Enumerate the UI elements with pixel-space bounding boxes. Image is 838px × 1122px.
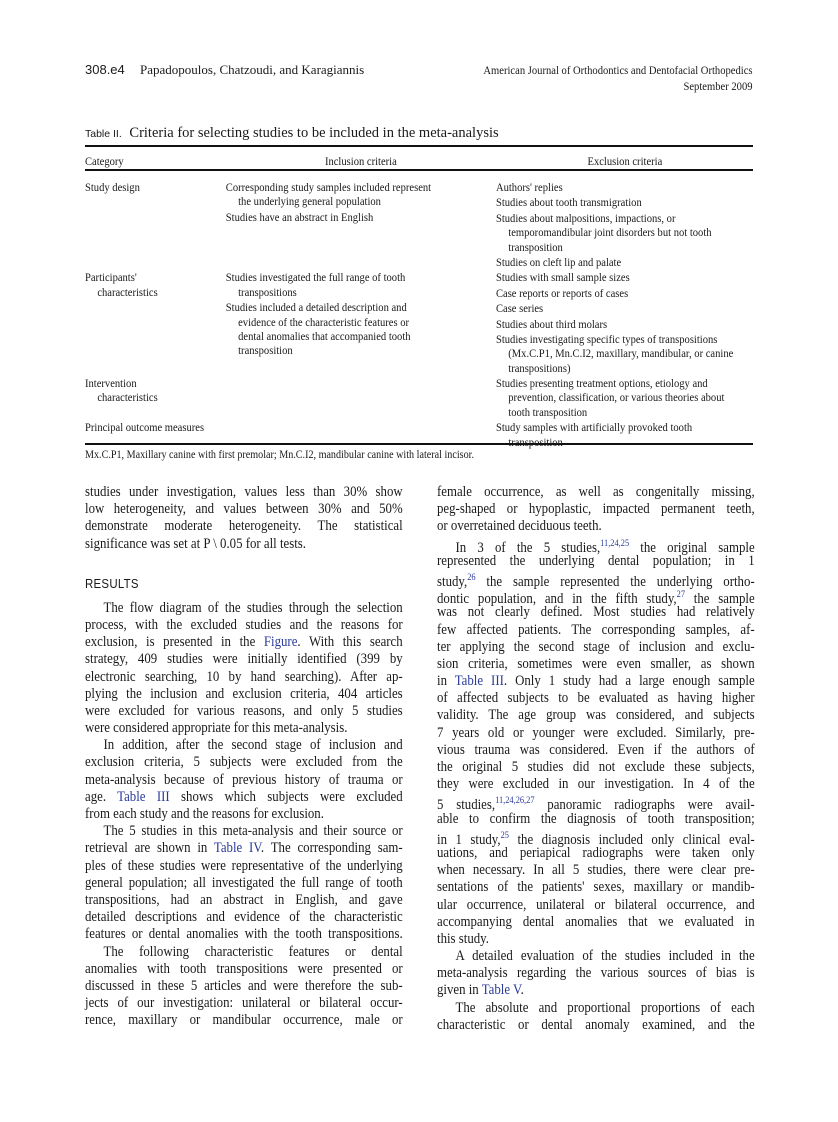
criterion-line: dental anomalies that accompanied tooth bbox=[238, 328, 411, 343]
text-line bbox=[437, 759, 755, 776]
criterion-line: transposition bbox=[508, 434, 563, 449]
text-line bbox=[437, 776, 755, 793]
criterion-line: Study samples with artificially provoked tooth bbox=[495, 420, 693, 435]
page-number: 308.e4 bbox=[85, 62, 125, 77]
text-line bbox=[437, 690, 755, 707]
criterion-line: Corresponding study samples included represent bbox=[225, 180, 432, 194]
citation-superscript[interactable]: 11,24,25 bbox=[600, 538, 630, 549]
text-line bbox=[85, 858, 403, 875]
text-segment: 7 years old or younger were excluded. Similarly, pre- bbox=[437, 724, 755, 741]
text-segment: retrieval are shown in bbox=[85, 840, 214, 857]
column-header-category: Category bbox=[85, 154, 124, 168]
text-segment: female occurrence, as well as congenitally missing, bbox=[437, 484, 755, 500]
text-line bbox=[437, 914, 755, 931]
criterion-line: characteristics bbox=[97, 390, 158, 405]
text-segment: the original sample bbox=[629, 539, 755, 556]
text-segment: electronic searching, 10 by hand searching). After ap- bbox=[85, 668, 403, 685]
text-segment: In addition, after the second stage of inclusion and bbox=[103, 737, 403, 754]
text-segment: accompanying dental anomalies that we evaluated in bbox=[437, 913, 755, 930]
text-segment: general population; all investigated the full range of tooth bbox=[85, 874, 403, 891]
text-segment: uations, and periapical radiographs were taken only bbox=[437, 844, 755, 861]
paragraph bbox=[85, 484, 403, 553]
text-segment: plying the inclusion and exclusion criteria, 404 articles bbox=[85, 685, 403, 702]
cross-reference-link[interactable]: Figure bbox=[263, 634, 298, 651]
paragraph bbox=[85, 823, 403, 943]
criterion-item bbox=[496, 270, 754, 284]
text-segment: few affected patients. The corresponding samples, af- bbox=[437, 621, 755, 638]
criterion-item bbox=[496, 180, 754, 194]
text-line bbox=[437, 1017, 755, 1034]
criterion-item bbox=[496, 420, 754, 449]
category-cell bbox=[85, 376, 226, 420]
table-row bbox=[85, 270, 754, 376]
criterion-item bbox=[496, 211, 754, 254]
text-segment: ter applying the second stage of inclusion and exclu- bbox=[437, 638, 755, 655]
exclusion-cell bbox=[496, 376, 754, 420]
criterion-line: Studies included a detailed description and bbox=[225, 300, 407, 315]
text-segment: was not clearly defined. Most studies had relatively bbox=[437, 604, 755, 621]
text-segment: in bbox=[437, 673, 455, 690]
criterion-line: Studies about tooth transmigration bbox=[495, 195, 642, 210]
text-line bbox=[85, 1012, 403, 1029]
criterion-line: Participants' bbox=[85, 270, 137, 285]
criterion-item bbox=[226, 180, 496, 209]
text-segment: panoramic radiographs were avail- bbox=[534, 797, 755, 814]
issue-date: September 2009 bbox=[683, 81, 753, 93]
citation-superscript[interactable]: 25 bbox=[500, 830, 509, 841]
criterion-item bbox=[496, 332, 754, 375]
citation-superscript[interactable]: 11,24,26,27 bbox=[495, 796, 535, 807]
text-segment: vious trauma was considered. Even if the authors of bbox=[437, 741, 755, 758]
criterion-line: Intervention bbox=[85, 376, 137, 391]
inclusion-cell bbox=[226, 420, 496, 450]
criterion-line: characteristics bbox=[97, 284, 158, 299]
criterion-line: temporomandibular joint disorders but not tooth bbox=[508, 225, 712, 240]
text-segment: given in bbox=[437, 982, 482, 999]
criterion-line: Studies investigating specific types of transpositions bbox=[495, 331, 718, 346]
text-segment: In 3 of the 5 studies, bbox=[455, 539, 601, 556]
table-label: Table II. bbox=[85, 128, 122, 140]
text-line bbox=[437, 879, 755, 896]
criterion-line: prevention, classification, or various theories about bbox=[508, 390, 725, 405]
text-segment: they were excluded in our investigation. In 4 of the bbox=[437, 776, 755, 793]
text-line bbox=[85, 600, 403, 617]
text-segment: The 5 studies in this meta-analysis and their source or bbox=[103, 823, 403, 840]
criterion-line: Studies investigated the full range of tooth bbox=[225, 270, 406, 285]
text-line bbox=[437, 656, 755, 673]
text-segment: ular occurrence, unilateral or bilateral occurrence, and bbox=[437, 896, 755, 913]
inclusion-cell bbox=[226, 376, 496, 420]
exclusion-cell bbox=[496, 180, 754, 270]
text-line bbox=[85, 875, 403, 892]
text-segment: . With this search bbox=[297, 634, 403, 651]
text-line bbox=[85, 720, 403, 737]
text-segment: low heterogeneity, and values between 30% and 50% bbox=[85, 501, 403, 518]
text-segment: dontic population, and in the fifth study, bbox=[437, 591, 677, 608]
text-line bbox=[437, 845, 755, 862]
paragraph bbox=[437, 948, 755, 1000]
text-segment: meta-analysis because of previous history of trauma or bbox=[85, 771, 403, 788]
text-line bbox=[85, 978, 403, 995]
criterion-item bbox=[226, 270, 496, 299]
text-segment: represented the underlying dental population; in 1 bbox=[437, 552, 755, 569]
text-segment: in 1 study, bbox=[437, 831, 501, 848]
text-segment: able to confirm the diagnosis of tooth transposition; bbox=[437, 810, 755, 827]
table-header-row bbox=[85, 153, 754, 172]
criterion-line: Studies have an abstract in English bbox=[225, 209, 374, 224]
criterion-item bbox=[496, 376, 754, 419]
text-line bbox=[85, 686, 403, 703]
paragraph bbox=[85, 737, 403, 823]
inclusion-cell bbox=[226, 180, 496, 270]
table-top-rule bbox=[85, 145, 753, 147]
text-line bbox=[85, 926, 403, 943]
text-segment: The flow diagram of the studies through the selection bbox=[103, 599, 403, 616]
text-line bbox=[437, 518, 755, 535]
text-segment: demonstrate moderate heterogeneity. The statistical bbox=[85, 518, 403, 535]
criterion-item bbox=[496, 195, 754, 209]
text-segment: the diagnosis included only clinical eval- bbox=[508, 831, 755, 848]
table-row bbox=[85, 180, 754, 270]
criterion-line: Studies about third molars bbox=[495, 316, 608, 331]
text-segment: the sample represented the underlying ortho- bbox=[475, 573, 755, 590]
left-text-column bbox=[85, 484, 403, 1029]
category-cell bbox=[85, 180, 226, 270]
criterion-line: (Mx.C.P1, Mn.C.I2, maxillary, mandibular, or canine bbox=[508, 346, 734, 361]
text-line bbox=[437, 931, 755, 948]
running-header-left bbox=[85, 62, 364, 78]
criterion-line: Studies on cleft lip and palate bbox=[495, 254, 622, 269]
text-line bbox=[437, 828, 755, 848]
text-segment: study, bbox=[437, 573, 468, 590]
text-segment: transpositions, had an abstract in English, and gave bbox=[85, 891, 403, 908]
text-line bbox=[437, 484, 755, 501]
category-cell bbox=[85, 420, 226, 450]
exclusion-cell bbox=[496, 270, 754, 376]
text-segment: ples of these studies were representative of the underlying bbox=[85, 857, 403, 874]
criterion-line: Studies presenting treatment options, etiology and bbox=[495, 376, 708, 391]
paragraph bbox=[437, 1000, 755, 1034]
table-row bbox=[85, 376, 754, 420]
text-segment: or overretained deciduous teeth. bbox=[437, 518, 602, 535]
text-line bbox=[437, 553, 755, 570]
paragraph bbox=[85, 600, 403, 738]
criterion-line: transpositions) bbox=[508, 360, 571, 375]
text-segment: features or dental anomalies with the tooth transpositions. bbox=[85, 926, 403, 943]
text-line bbox=[85, 789, 403, 806]
text-line bbox=[85, 823, 403, 840]
text-line bbox=[437, 501, 755, 518]
criterion-item bbox=[496, 317, 754, 331]
text-line bbox=[437, 707, 755, 724]
criterion-line: Studies with small sample sizes bbox=[495, 270, 630, 285]
table-caption bbox=[85, 125, 499, 142]
criterion-line: the underlying general population bbox=[238, 194, 381, 209]
text-line bbox=[437, 725, 755, 742]
text-line bbox=[85, 737, 403, 754]
text-line bbox=[437, 1000, 755, 1017]
criterion-line: Study design bbox=[85, 180, 140, 194]
text-segment: this study. bbox=[437, 930, 489, 947]
text-segment: were excluded for various reasons, and only 5 studies bbox=[85, 702, 403, 719]
criteria-table bbox=[85, 153, 754, 450]
text-line bbox=[85, 651, 403, 668]
text-segment: exclusion criteria, 5 subjects were excluded from the bbox=[85, 754, 403, 771]
table-row bbox=[85, 420, 754, 450]
right-text-column bbox=[437, 484, 755, 1034]
criterion-line: Authors' replies bbox=[495, 180, 563, 194]
text-segment: jects of our investigation: unilateral or bilateral occur- bbox=[85, 995, 403, 1012]
table-footnote: Mx.C.P1, Maxillary canine with first premolar; Mn.C.I2, mandibular canine with lateral incisor. bbox=[85, 449, 474, 461]
text-segment: discussed in these 5 articles and were therefore the sub- bbox=[85, 977, 403, 994]
text-segment: . Only 1 study had a large enough sample bbox=[503, 673, 755, 690]
text-segment: detailed descriptions and evidence of the characteristic bbox=[85, 909, 403, 926]
text-line bbox=[437, 897, 755, 914]
text-segment: of affected subjects to be evaluated as having higher bbox=[437, 690, 755, 707]
citation-superscript[interactable]: 27 bbox=[676, 590, 685, 601]
criterion-item bbox=[496, 286, 754, 300]
text-segment: studies under investigation, values less than 30% show bbox=[85, 484, 403, 500]
criterion-line: transposition bbox=[238, 343, 293, 358]
paragraph bbox=[437, 484, 755, 536]
section-heading: RESULTS bbox=[85, 575, 139, 591]
cross-reference-link[interactable]: Table IV bbox=[213, 840, 261, 857]
text-segment: were considered appropriate for this meta-analysis. bbox=[85, 720, 348, 737]
cross-reference-link[interactable]: Table III bbox=[117, 788, 170, 805]
text-line bbox=[437, 862, 755, 879]
text-line bbox=[437, 587, 755, 608]
citation-superscript[interactable]: 26 bbox=[467, 572, 476, 583]
column-header-inclusion: Inclusion criteria bbox=[324, 154, 397, 168]
text-segment: age. bbox=[85, 788, 118, 805]
text-line bbox=[437, 793, 755, 814]
text-segment: sentations of the patients' sexes, maxillary or mandib- bbox=[437, 879, 755, 896]
text-segment: validity. The age group was considered, and subjects bbox=[437, 707, 755, 724]
running-authors: Papadopoulos, Chatzoudi, and Karagiannis bbox=[140, 62, 365, 77]
text-segment: A detailed evaluation of the studies included in the bbox=[455, 948, 755, 965]
text-segment: meta-analysis regarding the various sources of bias is bbox=[437, 965, 755, 982]
text-line bbox=[85, 772, 403, 789]
inclusion-cell bbox=[226, 270, 496, 376]
criterion-item bbox=[85, 270, 226, 299]
paragraph bbox=[437, 536, 755, 949]
journal-name: American Journal of Orthodontics and Dentofacial Orthopedics bbox=[483, 65, 753, 77]
text-line bbox=[437, 965, 755, 982]
text-segment: significance was set at P \ 0.05 for all tests. bbox=[85, 535, 307, 552]
text-segment: the sample bbox=[684, 591, 755, 608]
text-segment: sion criteria, sometimes were even smaller, as shown bbox=[437, 655, 755, 672]
text-line bbox=[437, 982, 755, 999]
criterion-line: evidence of the characteristic features or bbox=[238, 314, 410, 329]
text-segment: the original 5 studies did not exclude these subjects, bbox=[437, 759, 755, 775]
criterion-item bbox=[85, 180, 226, 194]
text-segment: from each study and the reasons for exclusion. bbox=[85, 806, 324, 822]
text-line bbox=[437, 604, 755, 621]
text-line bbox=[437, 948, 755, 965]
text-line bbox=[85, 518, 403, 535]
text-line bbox=[85, 634, 403, 651]
text-line bbox=[437, 622, 755, 639]
text-segment: . bbox=[520, 982, 524, 999]
criterion-item bbox=[226, 210, 496, 224]
text-line bbox=[85, 501, 403, 518]
text-line bbox=[85, 944, 403, 961]
text-segment: 5 studies, bbox=[437, 797, 496, 814]
text-segment: characteristic or dental anomaly examined, and the bbox=[437, 1016, 755, 1033]
cross-reference-link[interactable]: Table III bbox=[454, 673, 504, 690]
text-line bbox=[437, 536, 755, 556]
text-line bbox=[85, 995, 403, 1012]
text-segment: when necessary. In all 5 studies, there were clear pre- bbox=[437, 862, 755, 879]
text-segment: . The corresponding sam- bbox=[260, 840, 403, 857]
text-segment: The following characteristic features or dental bbox=[103, 943, 403, 960]
text-line bbox=[85, 703, 403, 720]
running-header-right bbox=[484, 63, 753, 95]
text-line bbox=[437, 673, 755, 690]
text-segment: peg-shaped or hypoplastic, impacted permanent teeth, bbox=[437, 501, 755, 518]
text-line bbox=[85, 909, 403, 926]
text-line bbox=[85, 961, 403, 978]
criterion-line: transposition bbox=[508, 239, 563, 254]
paragraph bbox=[85, 944, 403, 1030]
text-line bbox=[85, 840, 403, 857]
criterion-item bbox=[226, 300, 496, 358]
cross-reference-link[interactable]: Table V bbox=[481, 982, 521, 999]
text-line bbox=[437, 811, 755, 828]
category-cell bbox=[85, 270, 226, 376]
text-segment: shows which subjects were excluded bbox=[169, 788, 403, 805]
text-line bbox=[85, 536, 403, 553]
table-title: Criteria for selecting studies to be included in the meta-analysis bbox=[129, 125, 499, 141]
criterion-item bbox=[496, 301, 754, 315]
column-header-exclusion: Exclusion criteria bbox=[587, 154, 663, 168]
text-segment: rence, maxillary or mandibular occurrence, male or bbox=[85, 1012, 403, 1029]
criterion-item bbox=[85, 376, 226, 405]
text-segment: anomalies with tooth transpositions were presented or bbox=[85, 960, 403, 977]
criterion-line: Case series bbox=[495, 301, 544, 316]
text-line bbox=[85, 892, 403, 909]
text-line bbox=[437, 639, 755, 656]
text-line bbox=[437, 570, 755, 590]
criterion-line: transpositions bbox=[238, 284, 297, 299]
criterion-line: Case reports or reports of cases bbox=[495, 285, 629, 300]
text-line bbox=[85, 806, 403, 823]
text-line bbox=[85, 754, 403, 771]
text-segment: The absolute and proportional proportions of each bbox=[455, 999, 755, 1016]
text-line bbox=[85, 669, 403, 686]
text-line bbox=[437, 742, 755, 759]
text-line bbox=[85, 484, 403, 501]
table-body bbox=[85, 180, 754, 450]
criterion-item bbox=[496, 255, 754, 269]
text-segment: strategy, 409 studies were initially identified (399 by bbox=[85, 651, 403, 668]
criterion-line: Studies about malpositions, impactions, or bbox=[495, 210, 676, 225]
text-segment: process, with the excluded studies and the reasons for bbox=[85, 616, 403, 633]
text-segment: exclusion, is presented in the bbox=[85, 634, 264, 651]
criterion-line: tooth transposition bbox=[508, 404, 588, 419]
exclusion-cell bbox=[496, 420, 754, 450]
text-line bbox=[85, 617, 403, 634]
criterion-item bbox=[85, 420, 226, 434]
criterion-line: Principal outcome measures bbox=[85, 420, 205, 435]
